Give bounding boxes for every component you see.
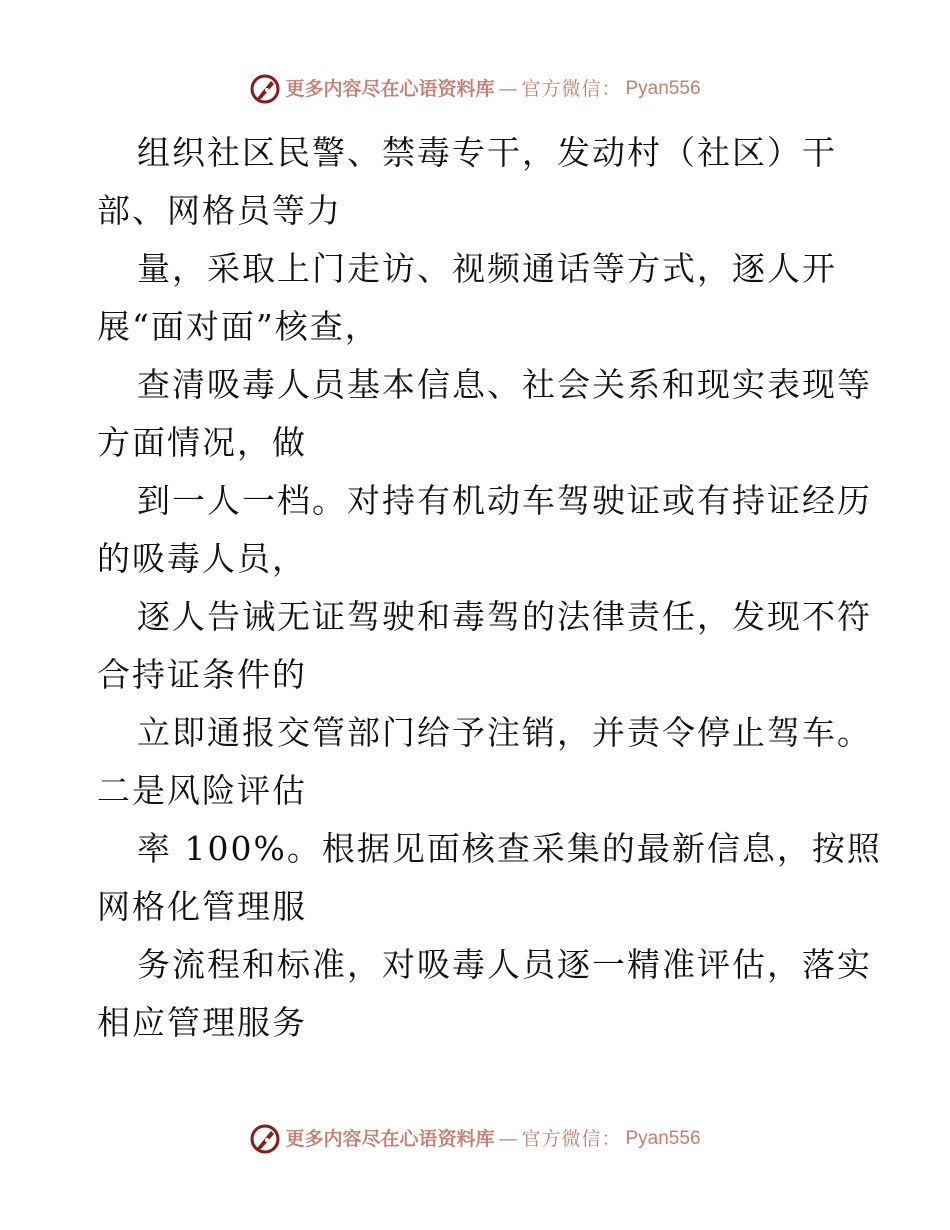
body-line: 的吸毒人员， [97, 539, 307, 578]
body-line: 展“面对面”核查， [97, 307, 380, 346]
body-line: 立即通报交管部门给予注销，并责令停止驾车。 [137, 713, 872, 752]
body-line: 合持证条件的 [97, 655, 307, 694]
body-text [97, 124, 887, 1052]
banner-official-label: 官方微信： [521, 1128, 622, 1150]
header-banner [0, 72, 950, 106]
banner-wechat-id: Pyan556 [625, 1128, 701, 1149]
body-line: 逐人告诫无证驾驶和毒驾的法律责任，发现不符 [137, 597, 872, 636]
banner-official-label: 官方微信： [521, 78, 622, 100]
pen-nib-logo-icon [249, 1123, 281, 1155]
pen-nib-logo-icon [249, 73, 281, 105]
banner-main-text: 更多内容尽在心语资料库 [285, 78, 495, 100]
banner-wechat-id: Pyan556 [625, 78, 701, 99]
body-line: 量，采取上门走访、视频通话等方式，逐人开 [137, 249, 837, 288]
body-line: 组织社区民警、禁毒专干，发动村（社区）干 [137, 133, 837, 172]
body-line: 网格化管理服 [97, 887, 307, 926]
body-line: 到一人一档。对持有机动车驾驶证或有持证经历 [137, 481, 872, 520]
body-line: 查清吸毒人员基本信息、社会关系和现实表现等 [137, 365, 872, 404]
body-line: 二是风险评估 [97, 771, 307, 810]
body-line: 方面情况，做 [97, 423, 307, 462]
body-line: 相应管理服务 [97, 1003, 307, 1042]
body-line: 部、网格员等力 [97, 191, 342, 230]
banner-main-text: 更多内容尽在心语资料库 [285, 1128, 495, 1150]
body-line: 务流程和标准，对吸毒人员逐一精准评估，落实 [137, 945, 872, 984]
footer-banner [0, 1122, 950, 1156]
body-line: 率 100%。根据见面核查采集的最新信息，按照 [137, 829, 882, 868]
banner-dash: — [498, 1128, 518, 1150]
banner-dash: — [498, 78, 518, 100]
